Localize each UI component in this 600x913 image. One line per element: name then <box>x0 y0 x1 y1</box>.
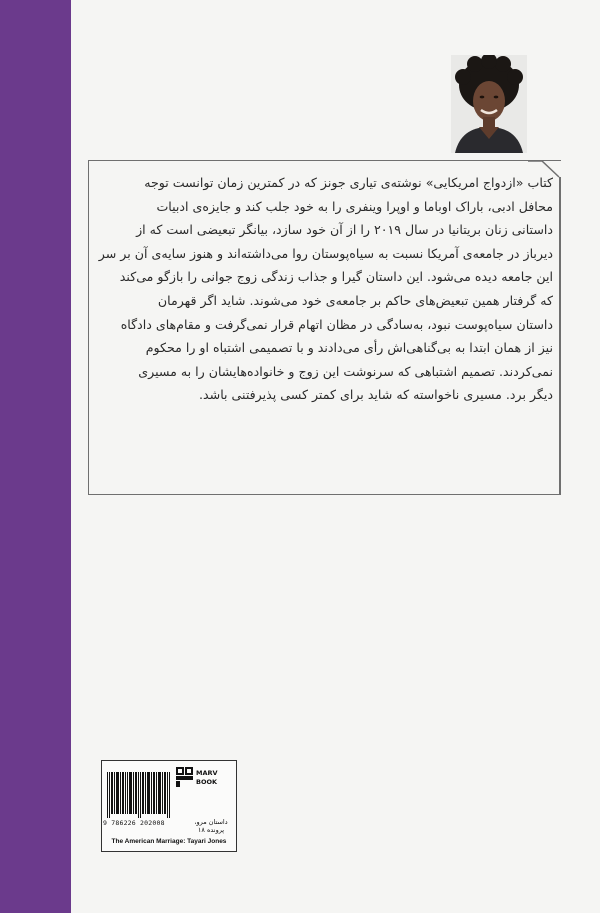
blurb-line: نیز از همان ابتدا به بی‌گناهی‌اش رأی می‌دادند و با تصمیمی اشتباه او را محکوم <box>145 340 553 356</box>
svg-text:BOOK: BOOK <box>196 778 218 786</box>
blurb-line: داستانی زنان بریتانیا در سال ۲۰۱۹ را از آن خود سازد، بیانگر تبعیضی است که از <box>136 222 553 238</box>
blurb-line: که گرفتار همین تبعیض‌های حاکم بر جامعه‌ی خود می‌شوند. شاید اگر قهرمان <box>157 292 553 308</box>
series-label: داستان مرو، پرونده ۱۸ <box>194 818 228 834</box>
book-spine <box>0 0 71 913</box>
blurb-line: این جامعه دیده می‌شود. این داستان گیرا و جذاب زندگی زوج جوانی را بازگو می‌کند <box>119 269 553 285</box>
title-author-credit: The American Marriage: Tayari Jones <box>111 838 227 845</box>
frame-right-edge <box>559 177 561 495</box>
blurb-line: کتاب «ازدواج امریکایی» نوشته‌ی تیاری جونز که در کمترین زمان توانست توجه <box>144 175 553 190</box>
marv-logo-icon <box>175 766 227 788</box>
blurb-line: محافل ادبی، باراک اوباما و اوپرا وینفری را به خود جلب کند و جایزه‌ی ادبیات <box>156 198 553 214</box>
blurb-line: نمی‌کردند. تصمیم اشتباهی که سرنوشت این زوج و خانواده‌هایشان را به مسیری <box>138 363 553 379</box>
author-portrait-image <box>451 55 527 153</box>
blurb-line: دیرباز در جامعه‌ی آمریکا نسبت به سیاه‌پوستان روا می‌داشته‌اند و هنوز سایه‌ی آن بر سر <box>98 245 553 261</box>
blurb-line: داستان سیاه‌پوست نبود، به‌سادگی در مظان اتهام قرار نمی‌گرفت و مقام‌های دادگاه <box>120 316 553 332</box>
blurb-line: دیگر برد. مسیری ناخواسته که شاید برای کمتر کسی پذیرفتنی باشد. <box>199 387 553 403</box>
barcode-image <box>107 772 171 818</box>
svg-text:MARV: MARV <box>196 769 218 777</box>
book-description <box>98 171 553 407</box>
isbn-number: 9 786226 202008 <box>103 819 165 827</box>
